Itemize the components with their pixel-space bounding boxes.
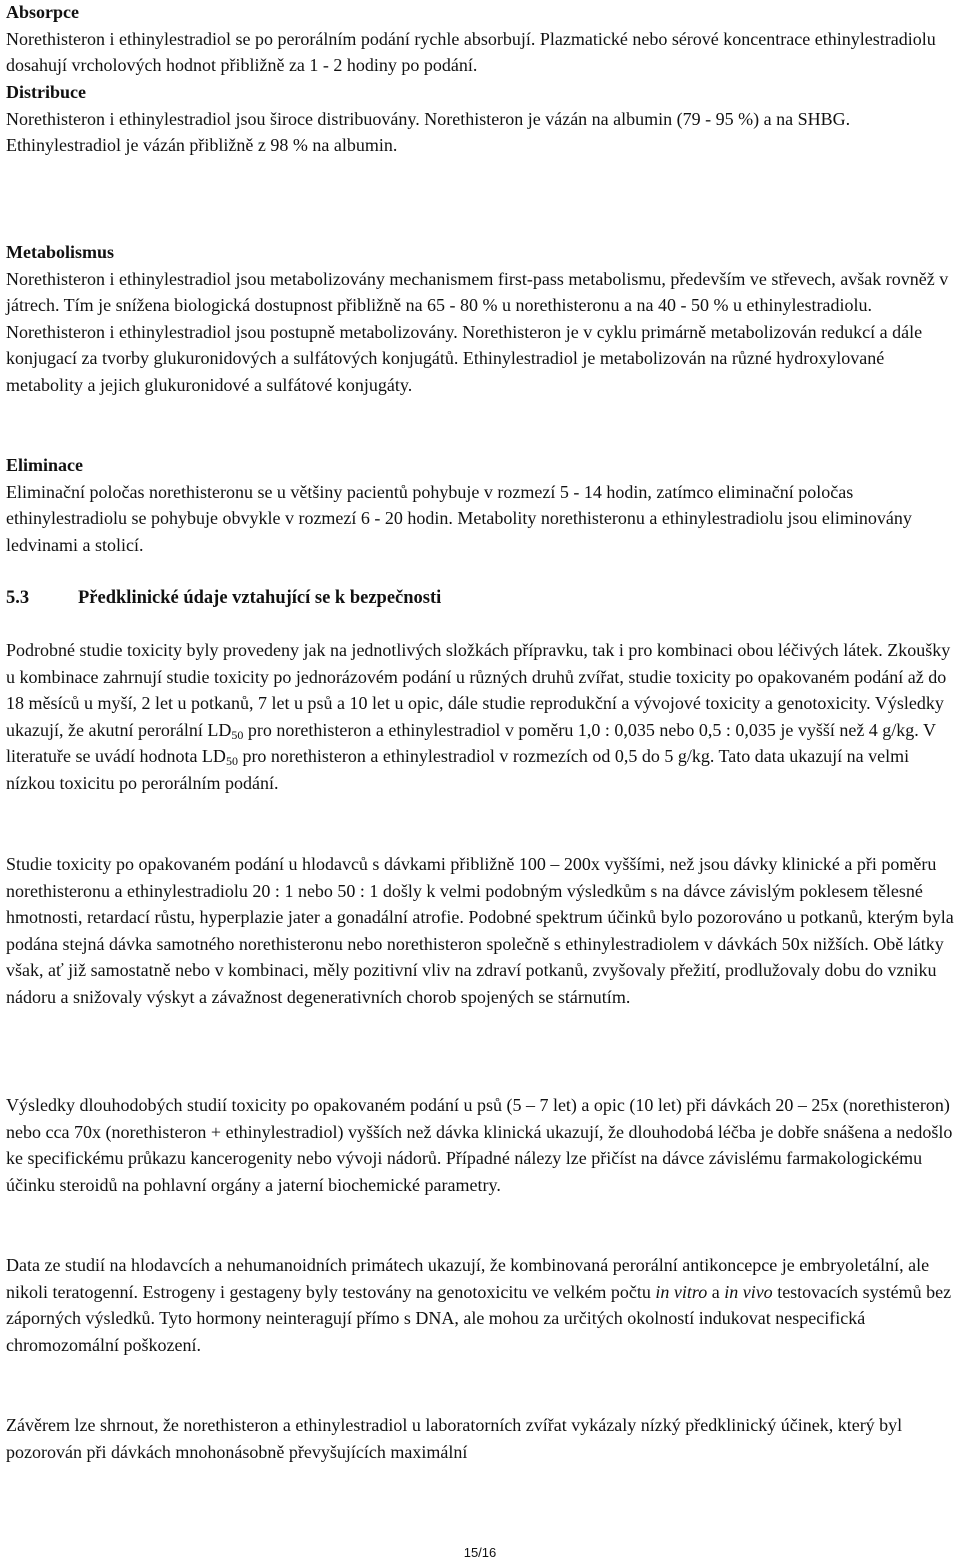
p1-text-a: Podrobné studie toxicity byly provedeny jak na jednotlivých složkách přípravku, tak i pro kombinaci obou léčivých látek. Zkoušky u kombinace zahrnují studie toxicity po jednorázovém podání u různých druhů zvířat, studie toxicity po opakovaném podání až do 18 měsíců u myší, 2 let u potkanů, 7 let u psů a 10 let u opic, dále studie reprodukční a vývojové toxicity a genotoxicity. Výsledky ukazují, že akutní perorální LD xyxy=(6,640,951,740)
paragraph-long-term: Výsledky dlouhodobých studií toxicity po opakovaném podání u psů (5 – 7 let) a opic (10 let) při dávkách 20 – 25x (norethisteron) nebo cca 70x (norethisteron + ethinylestradiol) vyšších než dávka klinická ukazují, že dlouhodobá léčba je dobře snášena a nedošlo ke specifickému průkazu kancerogenity nebo vývoji nádorů. Případné nálezy lze přičíst na dávce závislému farmakologickému účinku steroidů na pohlavní orgány a jaterní biochemické parametry. xyxy=(6,1095,953,1195)
section-eliminace xyxy=(6,452,954,558)
p4-text-a: Data ze studií na hlodavcích a nehumanoidních primátech ukazují, že kombinovaná perorální antikoncepce je embryoletální, ale nikoli teratogenní. Estrogeny i gestageny byly testovány na genotoxicitu ve velkém počtu xyxy=(6,1255,930,1302)
heading-metabolismus: Metabolismus xyxy=(6,242,114,262)
paragraph-repeated-dose: Studie toxicity po opakovaném podání u hlodavců s dávkami přibližně 100 – 200x vyššími, než jsou dávky klinické a při poměru norethisteronu a ethinylestradiolu 20 : 1 nebo 50 : 1 došly k velmi podobným výsledkům s na dávce závislým poklesem tělesné hmotnosti, retardací růstu, hyperplazie jater a gonadální atrofie. Podobné spektrum účinků bylo pozorováno u potkanů, kterým byla podána stejná dávka samotného norethisteronu nebo norethisteron společně s ethinylestradiolem v dávkách 50x nižších. Obě látky však, ať již samostatně nebo v kombinaci, měly pozitivní vliv na zdraví potkanů, zvyšovaly přežití, prodlužovaly dobu do vzniku nádoru a snižovaly výskyt a závažnost degenerativních chorob spojených se stárnutím. xyxy=(6,854,954,1007)
text-distribuce: Norethisteron i ethinylestradiol jsou široce distribuovány. Norethisteron je vázán na albumin (79 - 95 %) a na SHBG. Ethinylestradiol je vázán přibližně z 98 % na albumin. xyxy=(6,108,851,156)
section-number: 5.3 xyxy=(6,588,30,608)
section-distribuce xyxy=(6,79,954,159)
text-eliminace: Eliminační poločas norethisteronu se u většiny pacientů pohybuje v rozmezí 5 - 14 hodin, zatímco eliminační poločas ethinylestradiolu se pohybuje obvykle v rozmezí 6 - 20 hodin. Metabolity norethisteronu a ethinylestradiolu jsou eliminovány ledvinami a stolicí. xyxy=(6,481,912,555)
p4-text-c: testovacích systémů bez záporných výsledků. Tyto hormony neinteragují přímo s DNA, ale mohou za určitých okolností indukovat nespecifická chromozomální poškození. xyxy=(6,1281,952,1355)
p4-italic-in-vivo: in vivo xyxy=(724,1281,773,1302)
p1-subscript-1: 50 xyxy=(231,727,244,742)
heading-distribuce: Distribuce xyxy=(6,82,86,102)
section-absorpce xyxy=(6,0,954,79)
p1-subscript-2: 50 xyxy=(225,754,238,769)
p1-text-c: pro norethisteron a ethinylestradiol v rozmezích od 0,5 do 5 g/kg. Tato data ukazují na velmi nízkou toxicitu po perorálním podání. xyxy=(6,746,910,793)
p4-text-b: a xyxy=(707,1281,725,1302)
p4-italic-in-vitro: in vitro xyxy=(655,1281,708,1302)
heading-eliminace: Eliminace xyxy=(6,455,83,475)
paragraph-genotoxicity xyxy=(6,1252,954,1358)
section-metabolismus xyxy=(6,239,954,399)
paragraph-conclusion: Závěrem lze shrnout, že norethisteron a ethinylestradiol u laboratorních zvířat vykázaly nízký předklinický účinek, který byl pozorován při dávkách mnohonásobně převyšujících maximální xyxy=(6,1415,903,1462)
page-number: 15/16 xyxy=(463,1545,497,1560)
text-absorpce: Norethisteron i ethinylestradiol se po perorálním podání rychle absorbují. Plazmatické nebo sérové koncentrace ethinylestradiolu dosahují vrcholových hodnot přibližně za 1 - 2 hodiny po podání. xyxy=(6,28,936,76)
section-title: Předklinické údaje vztahující se k bezpečnosti xyxy=(78,588,442,608)
heading-absorpce: Absorpce xyxy=(6,2,79,22)
paragraph-toxicity-studies xyxy=(6,637,954,797)
section-heading-5-3 xyxy=(6,585,441,611)
text-metabolismus: Norethisteron i ethinylestradiol jsou metabolizovány mechanismem first-pass metabolismu, především ve střevech, avšak rovněž v játrech. Tím je snížena biologická dostupnost přibližně na 65 - 80 % u norethisteronu a na 40 - 50 % u ethinylestradiolu. Norethisteron i ethinylestradiol jsou postupně metabolizovány. Norethisteron je v cyklu primárně metabolizován redukcí a dále konjugací za tvorby glukuronidových a sulfátových konjugátů. Ethinylestradiol je metabolizován na různé hydroxylované metabolity a jejich glukuronidové a sulfátové konjugáty. xyxy=(6,268,949,395)
p1-text-b: pro norethisteron a ethinylestradiol v poměru 1,0 : 0,035 nebo 0,5 : 0,035 je vyšší než 4 g/kg. V literatuře se uvádí hodnota LD xyxy=(6,719,936,767)
